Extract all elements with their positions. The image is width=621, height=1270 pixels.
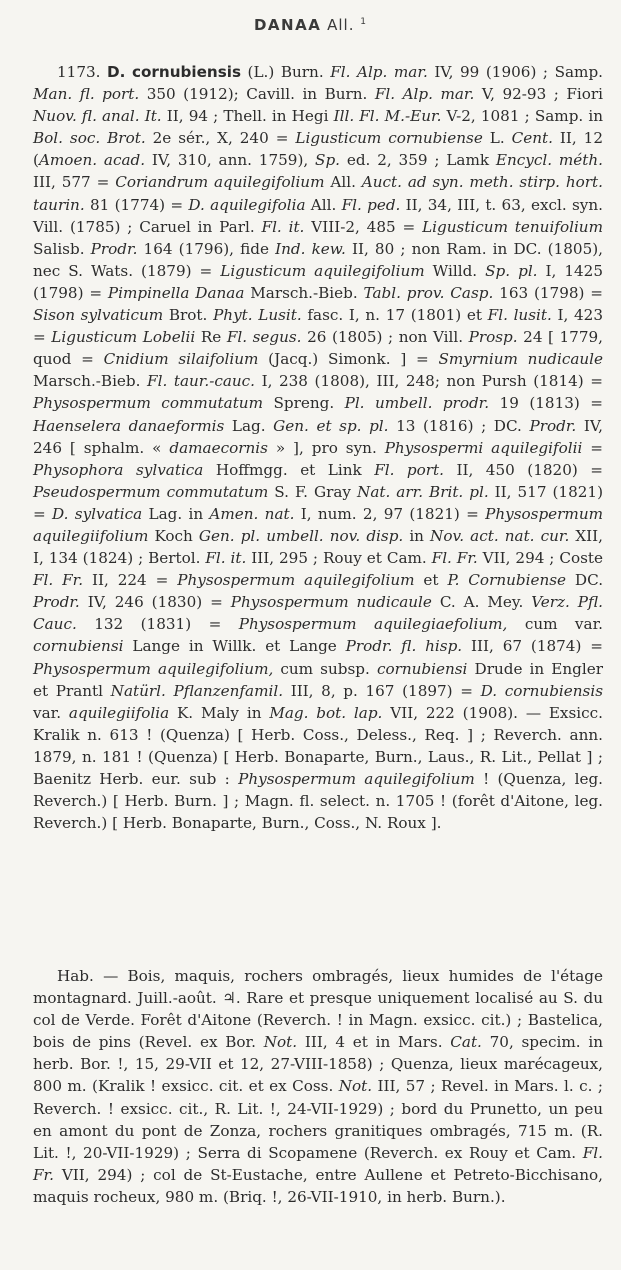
text-run: K. Maly in [169, 703, 270, 722]
italic-citation: Fl. Fr. [33, 571, 84, 590]
text-run: Hab. — Bois, maquis, rochers ombragés, lieux humides de l'étage montagnard. Juill.-août. ♃. Rare et presque uniquement localisé au S. du col de Verde. Forêt d'Aitone (Reverch. ! in Magn. exsicc. cit.) ; Bastelica, bois de pins (Revel. ex Bor. [33, 967, 603, 1052]
italic-citation: D. cornubiensis [480, 681, 603, 700]
italic-citation: Physospermum aquilegifolium, [33, 659, 274, 678]
italic-citation: Sp. pl. [485, 261, 538, 280]
text-run: I, num. 2, 97 (1821) = [294, 504, 486, 523]
italic-citation: Pl. umbell. prodr. [344, 394, 490, 413]
italic-citation: Fl. ped. [341, 195, 401, 214]
text-run: L. [482, 129, 512, 148]
italic-citation: Physospermum commutatum [33, 394, 263, 413]
text-run: Lag. [224, 416, 274, 435]
text-run: S. F. Gray [268, 482, 358, 501]
italic-citation: Physophora sylvatica [33, 460, 204, 479]
text-run: II, 450 (1820) = [443, 460, 603, 479]
italic-citation: Fl. Fr. [431, 549, 478, 568]
italic-citation: cornubiensi [33, 637, 124, 656]
footnote-marker: 1 [360, 17, 367, 27]
italic-citation: Prodr. [90, 239, 138, 258]
text-run: IV, 246 [ sphalm. « [33, 416, 603, 457]
text-run: III, 295 ; Rouy et Cam. [246, 549, 432, 568]
italic-citation: Ligusticum cornubiense [295, 129, 483, 148]
text-run: VII, 294 ; Coste [477, 549, 603, 568]
text-run: V, 92-93 ; Fiori [474, 85, 603, 104]
italic-citation: Auct. ad syn. meth. stirp. hort. taurin. [33, 173, 603, 214]
italic-citation: Fl. port. [374, 460, 444, 479]
text-run: III, 4 et in Mars. [297, 1033, 451, 1052]
italic-citation: Pimpinella Danaa [107, 283, 245, 302]
text-run: cum var. [507, 615, 603, 634]
text-run: IV, 99 (1906) ; Samp. [427, 63, 603, 81]
italic-citation: Encycl. méth. [495, 151, 604, 170]
synonymy-text [33, 63, 603, 832]
text-run: I, 238 (1808), III, 248; non Pursh (1814) = [255, 372, 604, 391]
text-run: V-2, 1081 ; Samp. in [441, 107, 603, 126]
italic-citation: Tabl. prov. Casp. [363, 283, 494, 302]
italic-citation: cornubiensi [376, 659, 468, 678]
text-run: » ], pro syn. [267, 438, 385, 457]
italic-citation: Coriandrum aquilegifolium [115, 173, 325, 192]
text-run: XII, I, 134 (1824) ; Bertol. [33, 526, 603, 568]
italic-citation: Fl. Alp. mar. [330, 63, 428, 81]
text-run: III, 8, p. 167 (1897) = [283, 681, 481, 700]
species-epithet: cornubiensis [131, 63, 241, 81]
italic-citation: Gen. pl. umbell. nov. disp. [198, 526, 404, 545]
text-run: Brot. [163, 306, 214, 325]
entry-number: 1173. [57, 63, 101, 81]
text-run: Marsch.-Bieb. [244, 283, 364, 302]
italic-citation: Physospermum nudicaule [230, 593, 432, 612]
habitat-paragraph [33, 965, 603, 1208]
italic-citation: Ligusticum tenuifolium [422, 217, 603, 236]
text-run: = [582, 438, 603, 457]
italic-citation: Cat. [450, 1033, 482, 1052]
text-run: IV, 310, ann. 1759), [145, 151, 316, 170]
italic-citation: Cent. [511, 129, 553, 148]
text-run: 24 [ 1779, quod = [33, 328, 603, 369]
text-run: C. A. Mey. [431, 593, 532, 612]
text-run: III, 67 (1874) = [462, 637, 603, 656]
text-run: Drude in Engler et Prantl [33, 659, 603, 700]
text-run: 13 (1816) ; DC. [388, 416, 530, 435]
text-run: Spreng. [263, 394, 345, 413]
italic-citation: Pseudospermum commutatum [33, 482, 269, 501]
text-run: Salisb. [33, 239, 91, 258]
italic-citation: Physospermum aquilegifolium [177, 571, 415, 590]
italic-citation: Fl. lusit. [487, 306, 552, 325]
text-run: II, 34, III, t. 63, excl. syn. Vill. (1785) ; Caruel in Parl. [33, 195, 603, 236]
text-run: II, 12 ( [33, 129, 604, 170]
italic-citation: Prodr. fl. hisp. [345, 637, 463, 656]
text-run: 19 (1813) = [489, 394, 603, 413]
italic-citation: Verz. Pfl. Cauc. [33, 593, 603, 634]
running-header [0, 16, 621, 34]
text-run: et [414, 571, 448, 590]
italic-citation: Ligusticum aquilegifolium [220, 261, 425, 280]
text-run: Willd. [424, 261, 486, 280]
text-run: II, 94 ; Thell. in Hegi [161, 107, 334, 126]
italic-citation: Prodr. [33, 593, 80, 612]
italic-citation: Prosp. [468, 328, 518, 347]
text-run: 70, specim. in herb. Bor. !, 15, 29-VII et 12, 27-VIII-1858) ; Quenza, lieux marécageux, 800 m. (Kralik ! exsicc. cit. et ex Coss. [33, 1033, 603, 1096]
italic-citation: aquilegiifolia [68, 703, 170, 722]
text-run: II, 517 (1821) = [33, 482, 604, 523]
text-run: II, 80 ; non Ram. in DC. (1805), nec S. Wats. (1879) = [33, 239, 603, 280]
italic-citation: Fl. taur.-cauc. [147, 372, 256, 391]
species-entry [33, 61, 603, 834]
italic-citation: Cnidium silaifolium [103, 350, 259, 369]
italic-citation: Not. [338, 1077, 373, 1096]
text-run: 350 (1912); Cavill. in Burn. [139, 85, 375, 104]
text-run: VII, 222 (1908). — Exsicc. Kralik n. 613 ! (Quenza) [ Herb. Coss., Deless., Req. ] ; Reverch. ann. 1879, n. 181 ! (Quenza) [ Herb. Bonaparte, Burn., Laus., R. Lit., Pellat ] ; Baenitz Herb. eur. sub : [33, 703, 603, 788]
italic-citation: Ind. kew. [275, 239, 346, 258]
italic-citation: Not. [263, 1033, 298, 1052]
italic-citation: Fl. Fr. [33, 1143, 603, 1184]
text-run: fasc. I, n. 17 (1801) et [301, 306, 488, 325]
header-genus: DANAA [253, 16, 322, 34]
italic-citation: Sison sylvaticum [33, 306, 164, 325]
header-author: All. [327, 16, 355, 34]
text-run: (Jacq.) Simonk. ] = [258, 350, 439, 369]
text-run: VII, 294) ; col de St-Eustache, entre Aullene et Petreto-Bicchisano, maquis rocheux, 980 m. (Briq. !, 26-VII-1910, in herb. Burn.). [33, 1165, 603, 1206]
text-run: I, 1425 (1798) = [33, 261, 603, 302]
italic-citation: Ligusticum Lobelii [51, 328, 196, 347]
text-run: All. [305, 195, 342, 214]
text-run: Re [195, 328, 227, 347]
italic-citation: P. Cornubiense [447, 571, 567, 590]
italic-citation: Phyt. Lusit. [213, 306, 302, 325]
italic-citation: Haenselera danaeformis [33, 416, 225, 435]
text-run: 2e sér., X, 240 = [145, 129, 296, 148]
italic-citation: Smyrnium nudicaule [438, 350, 604, 369]
text-run: Marsch.-Bieb. [33, 372, 148, 391]
italic-citation: Nov. act. nat. cur. [430, 526, 570, 545]
text-run: 163 (1798) = [493, 283, 604, 302]
italic-citation: Amoen. acad. [38, 151, 146, 170]
italic-citation: Physospermum aquilegiifolium [33, 504, 604, 545]
italic-citation: D. sylvatica [52, 504, 143, 523]
italic-citation: Physospermum aquilegifolium [238, 770, 475, 788]
text-run: VIII-2, 485 = [304, 217, 423, 236]
italic-citation: Natürl. Pflanzenfamil. [110, 681, 284, 700]
text-run: Lag. in [142, 504, 210, 523]
italic-citation: damaecornis [169, 438, 268, 457]
italic-citation: Fl. it. [205, 549, 247, 568]
text-run: ! (Quenza, leg. Reverch.) [ Herb. Burn. ] ; Magn. fl. select. n. 1705 ! (forêt d'Aitone, leg. Reverch.) [ Herb. Bonaparte, Burn., Coss., N. Roux ]. [33, 770, 603, 833]
italic-citation: Amen. nat. [209, 504, 295, 523]
italic-citation: Fl. Alp. mar. [374, 85, 475, 104]
italic-citation: Prodr. [529, 416, 577, 435]
italic-citation: D. aquilegifolia [188, 195, 306, 214]
text-run: Hoffmgg. et Link [203, 460, 375, 479]
italic-citation: Ill. Fl. M.-Eur. [333, 107, 442, 126]
species-genus: D. [107, 63, 126, 81]
text-run: IV, 246 (1830) = [79, 593, 231, 612]
text-run: All. [324, 173, 362, 192]
italic-citation: Bol. soc. Brot. [33, 129, 146, 148]
text-run: II, 224 = [83, 571, 178, 590]
text-run: III, 57 ; Revel. in Mars. l. c. ; Reverch. ! exsicc. cit., R. Lit. !, 24-VII-1929) ; bord du Prunetto, un peu en amont du pont de Zonza, rochers granitiques ombragés, 715 m. (R. Lit. !, 20-VII-1929) ; Serra di Scopamene (Reverch. ex Rouy et Cam. [33, 1077, 603, 1162]
italic-citation: Fl. it. [261, 217, 305, 236]
italic-citation: Man. fl. port. [33, 85, 140, 104]
text-run: cum subsp. [273, 659, 377, 678]
text-run: ed. 2, 359 ; Lamk [340, 151, 496, 170]
italic-citation: Physospermum aquilegiaefolium, [238, 615, 508, 634]
text-run: var. [33, 703, 69, 722]
italic-citation: Sp. [315, 151, 341, 170]
text-run: Lange in Willk. et Lange [123, 637, 346, 656]
text-run: I, 423 = [33, 306, 603, 347]
italic-citation: Physospermi aquilegifolii [384, 438, 583, 457]
habitat-text [33, 967, 603, 1206]
text-run: 164 (1796), fide [137, 239, 276, 258]
text-run: 132 (1831) = [76, 615, 239, 634]
text-run: III, 577 = [33, 173, 116, 192]
text-run: 81 (1774) = [84, 195, 189, 214]
text-run: (L.) Burn. [241, 63, 331, 81]
italic-citation: Nuov. fl. anal. It. [33, 107, 162, 126]
text-run: in [403, 526, 431, 545]
italic-citation: Mag. bot. lap. [269, 703, 383, 722]
text-run: 26 (1805) ; non Vill. [301, 328, 469, 347]
italic-citation: Nat. arr. Brit. pl. [357, 482, 489, 501]
text-run: DC. [566, 571, 604, 590]
italic-citation: Fl. segus. [226, 328, 302, 347]
italic-citation: Gen. et sp. pl. [273, 416, 389, 435]
text-run: Koch [148, 526, 199, 545]
